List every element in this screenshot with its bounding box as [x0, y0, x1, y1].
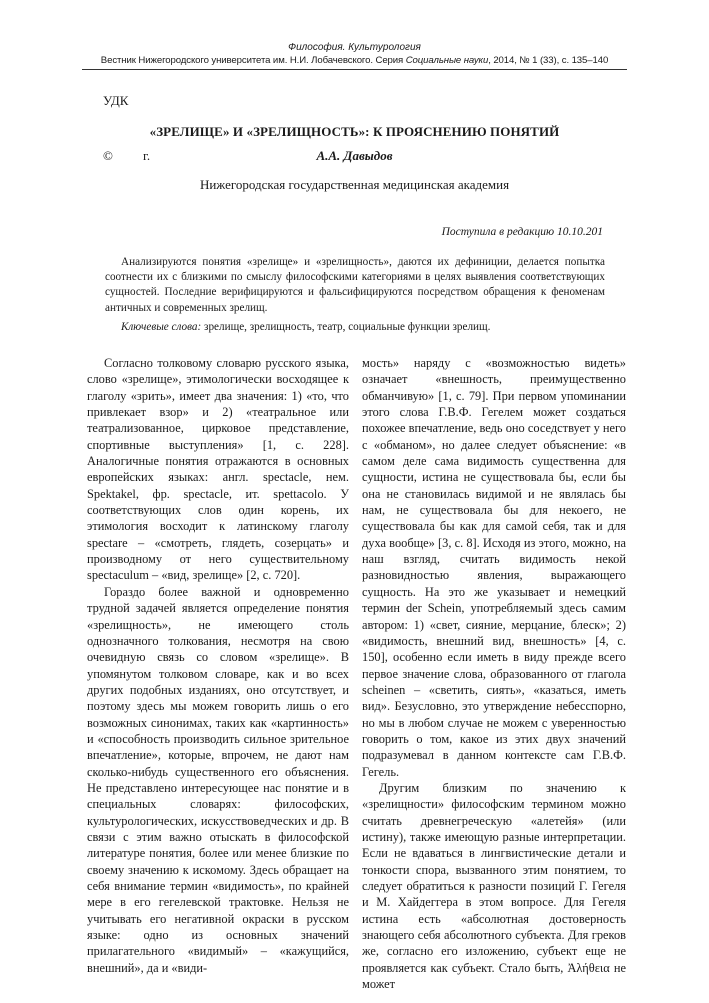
paragraph: Другим близким по значению к «зрелищности» философским термином можно считать древнегреческую «алетейя» (или истину), также имеющую разные интерпретации. Если не вдаваться в лингвистические детали и тонкости спора, вызванного этим понятием, то следует обратиться к разности позиций Г. Гегеля и М. Хайдеггера в этом вопросе. Для Гегеля истина есть «абсолютная достоверность знающего себя абсолютного субъекта. Для греков же, согласно его изложению, субъект еще не проявляется как субъект. Стало быть, Ἀλήθεια не может: [362, 780, 626, 992]
body-column-left: [87, 355, 349, 976]
keywords-text: зрелище, зрелищность, театр, социальные функции зрелищ.: [201, 321, 491, 333]
header-rule: [82, 69, 627, 70]
author-name: А.А. Давыдов: [316, 148, 393, 163]
keywords: [121, 321, 611, 333]
abstract: Анализируются понятия «зрелище» и «зрелищность», даются их дефиниции, делается попытка соотнести их с близкими по смыслу философскими категориями в целях выявления соответствующих сущностей. Последние верифицируются и фальсифицируются посредством обращения к феноменам античных и современных зрелищ.: [105, 256, 605, 314]
running-header-section: Философия. Культурология: [288, 42, 421, 53]
body-column-right: [362, 355, 626, 992]
copyright-year: г.: [143, 148, 151, 163]
journal-suffix: , 2014, № 1 (33), с. 135–140: [488, 55, 609, 66]
keywords-label: Ключевые слова:: [121, 321, 202, 333]
journal-series: Социальные науки: [405, 55, 489, 66]
paragraph: Согласно толковому словарю русского языка, слово «зрелище», этимологически восходящее к глаголу «зрить», имеет два значения: 1) «то, что привлекает взор» и 2) «театральное или театрализованное, цирковое представление, спортивные выступления» [1, с. 228]. Аналогичные понятия отражаются в основных европейских языках: англ. spectacle, нем. Spektakel, фр. spectacle, ит. spettacolo. У соответствующих слов один корень, их этимология восходит к латинскому глаголу spectare – «смотреть, глядеть, созерцать» и производному от него существительному spectaculum – «вид, зрелище» [2, с. 720].: [87, 356, 349, 583]
received-date: Поступила в редакцию 10.10.201: [441, 226, 603, 238]
paragraph-continued: мость» наряду с «возможностью видеть» означает «внешность, преимущественно обманчивую» [1, с. 79]. При первом упоминании этого слова Г.В.Ф. Гегелем может создаться похожее впечатление, ведь оно соседствует у него с «обманом», но далее следует объяснение: «в самом деле сама видимость существенна для сущности, истина не существовала бы, если бы она не становилась видимой и не являлась бы нам, не существовала бы для некоего, не существовала бы как для самой себя, так и для духа вообще» [3, с. 8]. Исходя из этого, можно, на наш взгляд, считать видимость некой разновидностью явления, выражающего сущность. На это же указывает и немецкий термин der Schein, употребляемый здесь самим автором: 1) «свет, сияние, мерцание, блеск»; 2) «видимость, внешний вид, внешность» [4, с. 150], особенно если иметь в виду прежде всего первое значение слова, образованного от глагола scheinen – «светить, сиять», «казаться, иметь вид». Безусловно, это утверждение небесспорно, но мы в любом случае не можем с уверенностью говорить о том, какое из этих двух значений подразумевал в данном контексте сам Г.В.Ф. Гегель.: [362, 356, 626, 779]
running-header-journal: [0, 55, 709, 66]
udk-label: УДК: [103, 93, 129, 108]
article-title: «ЗРЕЛИЩЕ» И «ЗРЕЛИЩНОСТЬ»: К ПРОЯСНЕНИЮ ПОНЯТИЙ: [149, 124, 560, 139]
copyright-symbol: ©: [103, 148, 113, 163]
paragraph: Гораздо более важной и одновременно трудной задачей является определение понятия «зрелищность», не имеющего столь однозначного толкования, несмотря на свою очевидную связь со словом «зрелище». В упомянутом толковом словаре, как и во всех других подобных изданиях, оно отсутствует, и поэтому здесь мы можем говорить лишь о его возможных синонимах, таких как «картинность» и «способность производить сильное зрительное впечатление», которые, впрочем, не дают нам сколько-нибудь существенного его объяснения. Не представлено интересующее нас понятие и в специальных словарях: философских, культурологических, искусствоведческих и др. В связи с этим важно отыскать в философской литературе понятия, более или менее близкие по своему значению к искомому. Здесь обращает на себя внимание термин «видимость», по крайней мере в его гегелевской трактовке. Нельзя не учитывать его негативной окраски в русском языке: одно из основных значений прилагательного «видимый» – «кажущийся, внешний», да и «види-: [87, 584, 349, 975]
journal-prefix: Вестник Нижегородского университета им. Н.И. Лобачевского. Серия: [100, 55, 406, 66]
author-affiliation: Нижегородская государственная медицинская академия: [199, 177, 510, 192]
